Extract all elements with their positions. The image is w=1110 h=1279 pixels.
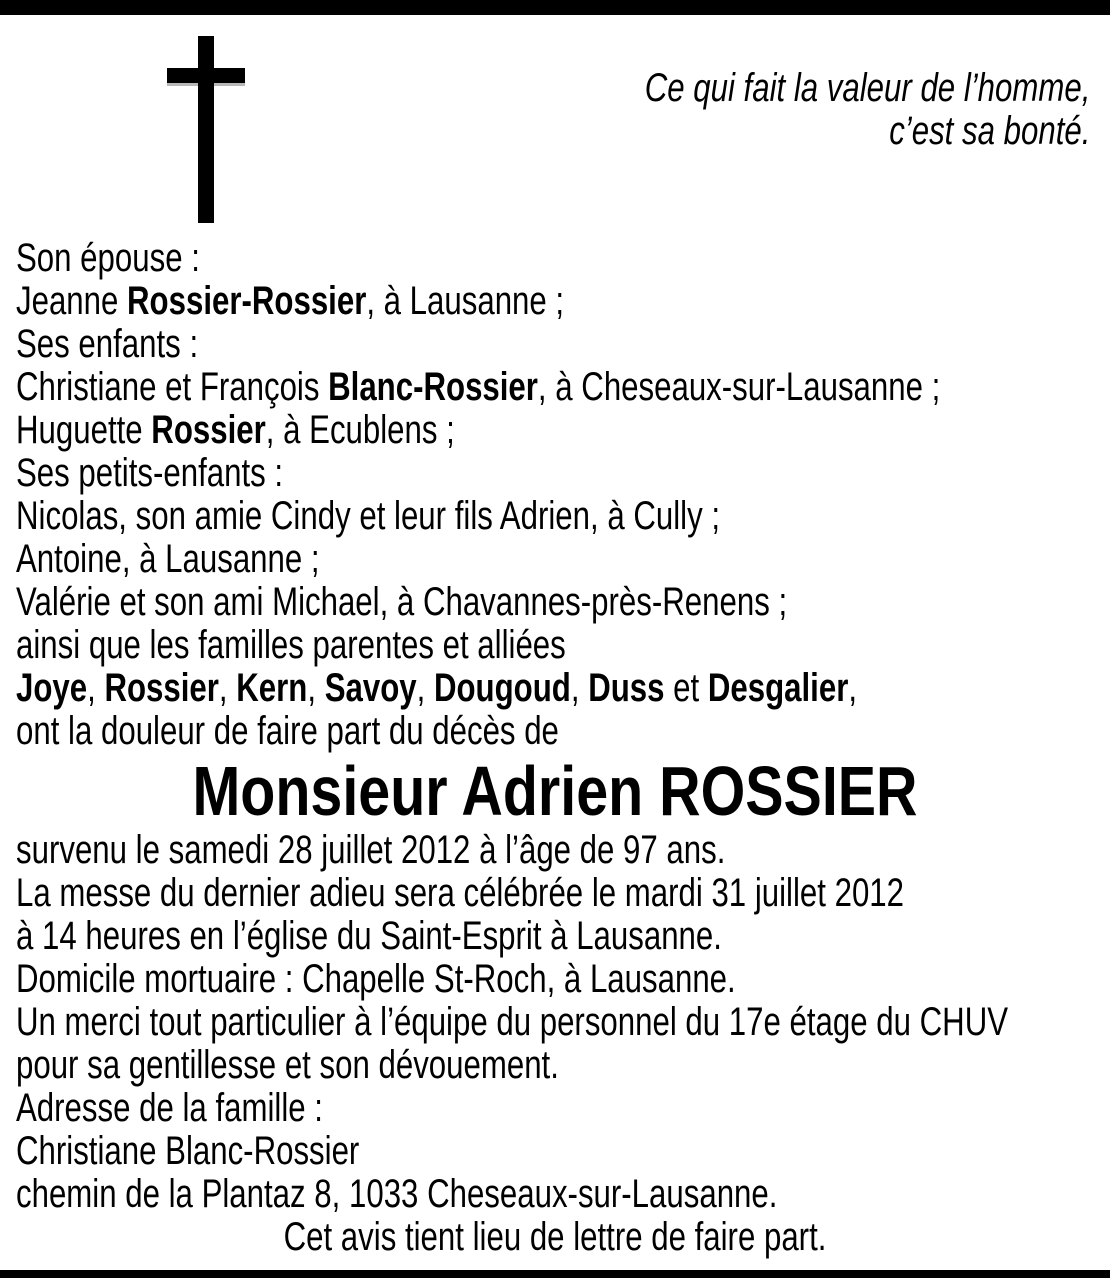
surname-bold: Kern: [236, 666, 308, 710]
epigraph-line-2: c’est sa bonté.: [888, 109, 1090, 153]
text-line: [16, 1087, 857, 1130]
text-line: [16, 667, 857, 710]
surname-bold: Blanc-Rossier: [328, 365, 538, 409]
text-line: [16, 237, 857, 280]
text-line: [16, 452, 857, 495]
surname-bold: Rossier: [104, 666, 219, 710]
text-line: [16, 829, 857, 872]
text-line: [16, 323, 857, 366]
text-segment: ,: [307, 666, 325, 710]
bottom-border-bar: [0, 1270, 1110, 1278]
surname-bold: Rossier-Rossier: [127, 279, 367, 323]
text-segment: chemin de la Plantaz 8, 1033 Cheseaux-sur-Lausanne.: [16, 1172, 778, 1216]
surname-bold: Rossier: [151, 408, 266, 452]
text-segment: Un merci tout particulier à l’équipe du personnel du 17e étage du CHUV: [16, 1000, 1009, 1044]
text-segment: et: [664, 666, 708, 710]
surname-bold: Desgalier: [707, 666, 849, 710]
text-segment: , à Ecublens ;: [265, 408, 455, 452]
text-segment: ,: [570, 666, 589, 710]
surname-bold: Joye: [16, 666, 88, 710]
text-segment: Antoine, à Lausanne ;: [16, 537, 320, 581]
cross-vertical-bar: [198, 36, 214, 223]
text-line: [16, 710, 857, 753]
detail-lines: [16, 829, 1094, 1216]
text-segment: , à Lausanne ;: [366, 279, 565, 323]
text-line: [16, 1173, 857, 1216]
text-segment: pour sa gentillesse et son dévouement.: [16, 1043, 559, 1087]
deceased-name: Monsieur Adrien ROSSIER: [192, 752, 918, 830]
text-segment: Son épouse :: [16, 236, 200, 280]
text-segment: , à Cheseaux-sur-Lausanne ;: [537, 365, 941, 409]
closing-line: Cet avis tient lieu de lettre de faire part.: [283, 1215, 827, 1259]
text-segment: ,: [87, 666, 105, 710]
text-line: [16, 915, 857, 958]
text-line: [16, 538, 857, 581]
surname-bold: Savoy: [324, 666, 417, 710]
text-line: [16, 409, 857, 452]
text-segment: Jeanne: [16, 279, 128, 323]
text-segment: à 14 heures en l’église du Saint-Esprit à Lausanne.: [16, 914, 722, 958]
text-segment: Huguette: [16, 408, 152, 452]
text-line: [16, 280, 857, 323]
text-segment: Domicile mortuaire : Chapelle St-Roch, à Lausanne.: [16, 957, 736, 1001]
text-segment: ,: [416, 666, 434, 710]
text-segment: ,: [218, 666, 237, 710]
epigraph-line-1: Ce qui fait la valeur de l’homme,: [644, 66, 1090, 110]
cross-icon: [167, 36, 245, 223]
text-segment: ,: [848, 666, 858, 710]
text-line: [16, 495, 857, 538]
text-line: [16, 1044, 857, 1087]
text-segment: Christiane et François: [16, 365, 329, 409]
text-line: [16, 1000, 1009, 1044]
notice-body: [16, 237, 1094, 1259]
text-segment: Ses enfants :: [16, 322, 199, 366]
text-line: [16, 958, 857, 1001]
top-border-bar: [0, 0, 1110, 15]
text-segment: ainsi que les familles parentes et alliées: [16, 623, 566, 667]
family-lines: [16, 237, 1094, 753]
text-segment: Valérie et son ami Michael, à Chavannes-près-Renens ;: [16, 580, 788, 624]
text-segment: La messe du dernier adieu sera célébrée le mardi 31 juillet 2012: [16, 871, 905, 915]
text-segment: ont la douleur de faire part du décès de: [16, 709, 559, 753]
text-segment: Adresse de la famille :: [16, 1086, 323, 1130]
surname-bold: Duss: [588, 666, 665, 710]
text-segment: Ses petits-enfants :: [16, 451, 284, 495]
text-segment: survenu le samedi 28 juillet 2012 à l’âge de 97 ans.: [16, 828, 726, 872]
text-segment: Christiane Blanc-Rossier: [16, 1129, 360, 1173]
text-line: [16, 624, 857, 667]
text-line: [16, 581, 857, 624]
epigraph: [519, 67, 1090, 153]
text-line: [16, 365, 941, 409]
text-segment: Nicolas, son amie Cindy et leur fils Adrien, à Cully ;: [16, 494, 721, 538]
surname-bold: Dougoud: [433, 666, 571, 710]
text-line: [16, 1130, 857, 1173]
text-line: [16, 871, 905, 915]
